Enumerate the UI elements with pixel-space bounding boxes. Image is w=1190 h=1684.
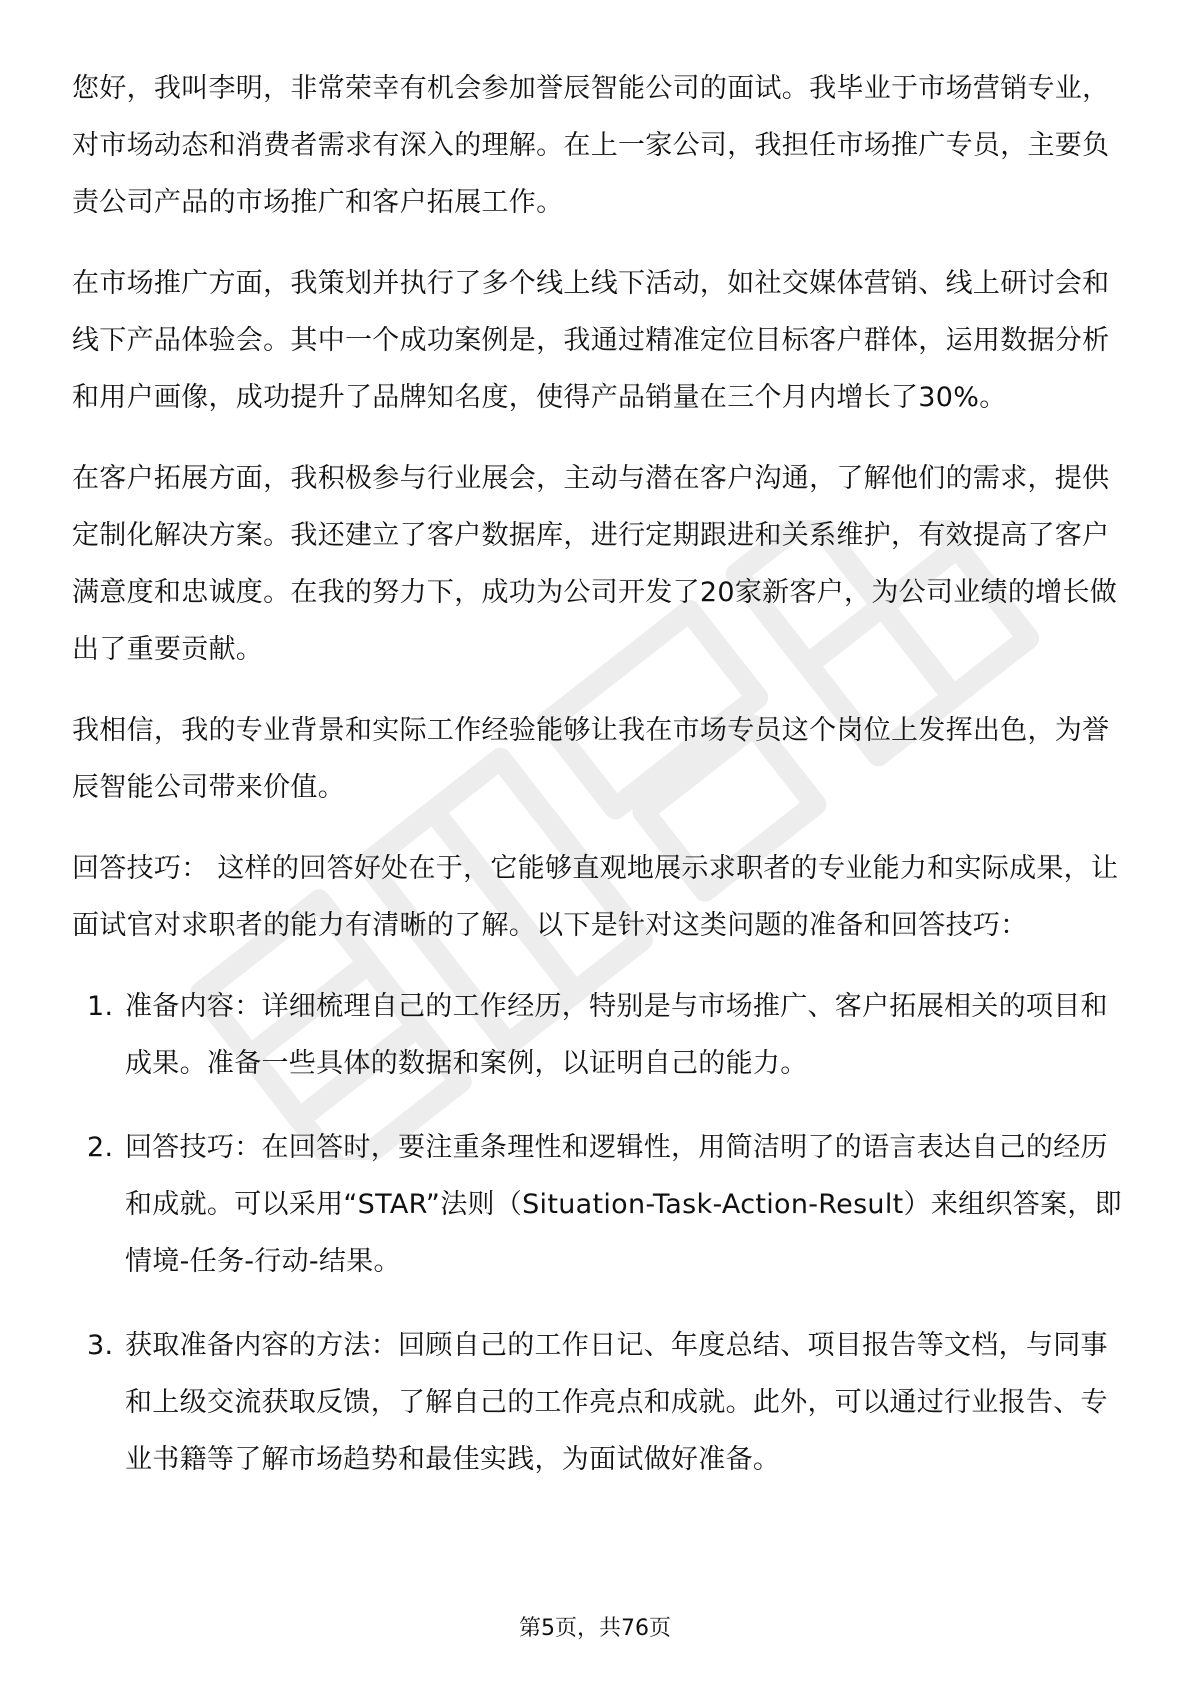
paragraph-marketing: 在市场推广方面，我策划并执行了多个线上线下活动，如社交媒体营销、线上研讨会和线下产品体验会。其中一个成功案例是，我通过精准定位目标客户群体，运用数据分析和用户画像，成功提升了品牌知名度，使得产品销量在三个月内增长了30%。 xyxy=(72,268,1110,413)
list-item-number: 3. xyxy=(87,1330,114,1361)
list-item xyxy=(72,978,1122,1092)
page-number: 第5页，共76页 xyxy=(519,1616,671,1641)
list-item-number: 2. xyxy=(87,1132,114,1163)
paragraph-conclusion: 我相信，我的专业背景和实际工作经验能够让我在市场专员这个岗位上发挥出色，为誉辰智能公司带来价值。 xyxy=(72,715,1110,803)
list-item-text: 回答技巧：在回答时，要注重条理性和逻辑性，用简洁明了的语言表达自己的经历和成就。可以采用“STAR”法则（Situation-Task-Action-Result）来组织答案，即情境-任务-行动-结果。 xyxy=(125,1132,1122,1277)
list-item-text: 准备内容：详细梳理自己的工作经历，特别是与市场推广、客户拓展相关的项目和成果。准备一些具体的数据和案例，以证明自己的能力。 xyxy=(125,991,1108,1079)
paragraph-client-expansion: 在客户拓展方面，我积极参与行业展会，主动与潜在客户沟通，了解他们的需求，提供定制化解决方案。我还建立了客户数据库，进行定期跟进和关系维护，有效提高了客户满意度和忠诚度。在我的努力下，成功为公司开发了20家新客户，为公司业绩的增长做出了重要贡献。 xyxy=(72,463,1118,665)
list-item-text: 获取准备内容的方法：回顾自己的工作日记、年度总结、项目报告等文档，与同事和上级交流获取反馈，了解自己的工作亮点和成就。此外，可以通过行业报告、专业书籍等了解市场趋势和最佳实践，为面试做好准备。 xyxy=(125,1330,1108,1475)
paragraph-intro: 您好，我叫李明，非常荣幸有机会参加誉辰智能公司的面试。我毕业于市场营销专业，对市场动态和消费者需求有深入的理解。在上一家公司，我担任市场推广专员，主要负责公司产品的市场推广和客户拓展工作。 xyxy=(72,73,1110,218)
document-body xyxy=(72,60,1122,1515)
list-item xyxy=(72,1119,1122,1290)
paragraph-answer-tips: 回答技巧： 这样的回答好处在于，它能够直观地展示求职者的专业能力和实际成果，让面试官对求职者的能力有清晰的了解。以下是针对这类问题的准备和回答技巧： xyxy=(72,853,1119,941)
list-item xyxy=(72,1317,1122,1488)
tips-list xyxy=(72,978,1122,1488)
list-item-number: 1. xyxy=(87,991,114,1022)
